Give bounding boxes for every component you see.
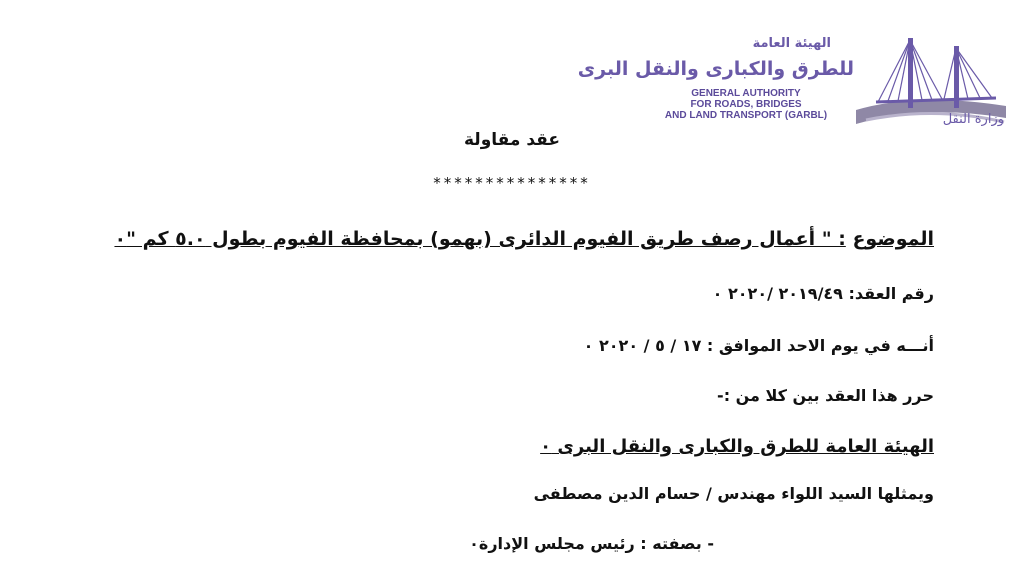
contract-date: أنـــه في يوم الاحد الموافق : ١٧ / ٥ / ٢٠٢٠ ٠ (583, 336, 934, 355)
logo-en-line1: GENERAL AUTHORITY (691, 88, 801, 99)
representative-line: ويمثلها السيد اللواء مهندس / حسام الدين مصطفى (533, 484, 934, 503)
authority-logo (577, 28, 1006, 138)
logo-english-name (646, 88, 846, 121)
contract-number: رقم العقد: ٢٠١٩/٤٩ /٢٠٢٠ ٠ (712, 284, 934, 303)
document-title: عقد مقاولة (464, 130, 560, 150)
subject-label: الموضوع (852, 228, 934, 250)
subject-text: : " أعمال رصف طريق الفيوم الدائرى (بهمو) بمحافظة الفيوم بطول ٥.٠ كم "٠ (114, 228, 846, 250)
logo-arabic-authority: الهيئة العامة (752, 36, 831, 51)
logo-arabic-name: للطرق والكبارى والنقل البرى (577, 58, 854, 80)
parties-intro: حرر هذا العقد بين كلا من :- (717, 386, 934, 405)
logo-en-line2: FOR ROADS, BRIDGES (690, 99, 802, 110)
logo-ministry-text: وزارة النقل (942, 112, 1004, 127)
first-party-name: الهيئة العامة للطرق والكبارى والنقل البرى ٠ (540, 436, 934, 457)
capacity-line: - بصفته : رئيس مجلس الإدارة٠ (469, 534, 714, 553)
subject-line (114, 228, 934, 250)
logo-en-line3: AND LAND TRANSPORT (GARBL) (664, 110, 828, 121)
title-separator: *************** (433, 174, 591, 192)
